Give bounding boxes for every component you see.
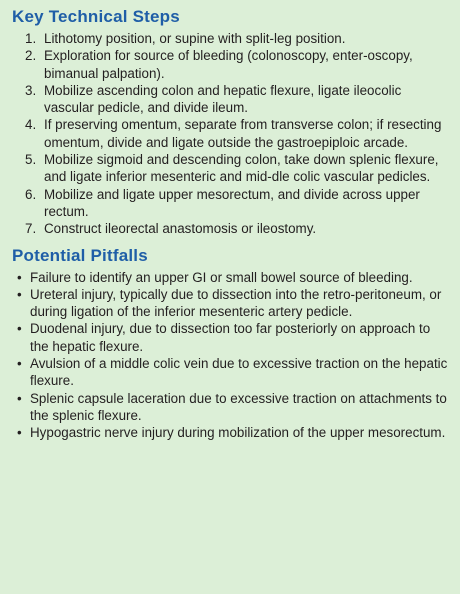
bullet-icon: • bbox=[17, 286, 22, 302]
step-number: 5. bbox=[25, 152, 37, 168]
pitfall-text: Splenic capsule laceration due to excessive traction on attachments to the splenic flexure. bbox=[30, 390, 447, 423]
step-number: 1. bbox=[25, 31, 37, 46]
pitfall-item bbox=[12, 355, 450, 390]
pitfall-text: Ureteral injury, typically due to dissection into the retro-peritoneum, or during ligation of the inferior mesenteric artery pedicle. bbox=[30, 286, 442, 320]
bullet-icon: • bbox=[17, 321, 22, 337]
step-text: Mobilize sigmoid and descending colon, take down splenic flexure, and ligate inferior mesenteric and mid-dle colic vascular pedicles. bbox=[44, 152, 439, 185]
step-text: Mobilize and ligate upper mesorectum, and divide across upper rectum. bbox=[44, 186, 420, 219]
step-item bbox=[12, 220, 450, 237]
bullet-icon: • bbox=[17, 356, 22, 372]
bullet-icon: • bbox=[17, 269, 22, 285]
bullet-icon: • bbox=[17, 390, 22, 406]
step-number: 3. bbox=[25, 82, 37, 98]
pitfall-item bbox=[12, 269, 450, 286]
key-steps-list bbox=[12, 30, 450, 238]
step-text: If preserving omentum, separate from transverse colon; if resecting omentum, divide and ligate outside the gastroepiploic arcade. bbox=[44, 117, 442, 150]
pitfall-text: Duodenal injury, due to dissection too far posteriorly on approach to the hepatic flexure. bbox=[30, 321, 431, 354]
step-number: 2. bbox=[25, 48, 37, 64]
step-item bbox=[12, 82, 450, 117]
step-text: Mobilize ascending colon and hepatic flexure, ligate ileocolic vascular pedicle, and divide ileum. bbox=[44, 82, 402, 116]
step-text: Lithotomy position, or supine with split-leg position. bbox=[44, 31, 346, 46]
step-item bbox=[12, 30, 450, 47]
step-number: 6. bbox=[25, 186, 37, 202]
pitfall-item bbox=[12, 424, 450, 441]
pitfall-item bbox=[12, 390, 450, 425]
pitfalls-list bbox=[12, 269, 450, 442]
bullet-icon: • bbox=[17, 425, 22, 441]
step-item bbox=[12, 47, 450, 82]
step-number: 7. bbox=[25, 221, 37, 237]
pitfall-item bbox=[12, 320, 450, 355]
step-number: 4. bbox=[25, 117, 37, 133]
step-item bbox=[12, 186, 450, 221]
pitfall-text: Hypogastric nerve injury during mobilization of the upper mesorectum. bbox=[30, 425, 446, 441]
step-text: Exploration for source of bleeding (colonoscopy, enter-oscopy, bimanual palpation). bbox=[44, 48, 413, 81]
step-item bbox=[12, 116, 450, 151]
step-text: Construct ileorectal anastomosis or ileostomy. bbox=[44, 221, 317, 237]
key-steps-heading: Key Technical Steps bbox=[12, 7, 180, 26]
pitfall-item bbox=[12, 286, 450, 321]
pitfall-text: Avulsion of a middle colic vein due to excessive traction on the hepatic flexure. bbox=[30, 356, 448, 389]
pitfalls-heading: Potential Pitfalls bbox=[12, 245, 148, 265]
step-item bbox=[12, 151, 450, 186]
pitfall-text: Failure to identify an upper GI or small bowel source of bleeding. bbox=[30, 269, 413, 285]
